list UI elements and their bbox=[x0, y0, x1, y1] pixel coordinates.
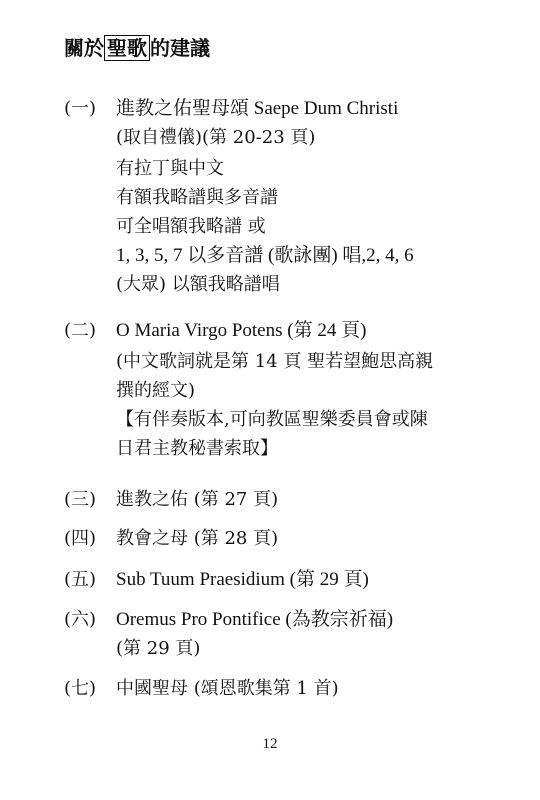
item-line: O Maria Virgo Potens (第 24 頁) bbox=[116, 320, 367, 341]
item-line: 【有伴奏版本,可向教區聖樂委員會或陳 bbox=[116, 409, 428, 430]
title-boxed-word: 聖歌 bbox=[104, 35, 150, 61]
item-line: 1, 3, 5, 7 以多音譜 (歌詠團) 唱,2, 4, 6 bbox=[116, 245, 414, 266]
title-suffix: 的建議 bbox=[150, 36, 210, 60]
title-prefix: 關於 bbox=[64, 36, 104, 60]
page-number: 12 bbox=[262, 736, 278, 752]
item-line: Oremus Pro Pontifice (為教宗祈福) bbox=[116, 609, 394, 630]
item-number: (三) bbox=[64, 489, 97, 510]
item-line: (取自禮儀)(第 20-23 頁) bbox=[116, 127, 316, 148]
item-line: 有額我略譜與多音譜 bbox=[116, 187, 278, 208]
item-number: (一) bbox=[64, 98, 97, 119]
item-number: (四) bbox=[64, 528, 97, 549]
item-line: 進教之佑聖母頌 Saepe Dum Christi bbox=[116, 98, 399, 119]
item-line: 教會之母 (第 28 頁) bbox=[116, 528, 279, 549]
item-line: 可全唱額我略譜 或 bbox=[116, 216, 266, 237]
item-line: (中文歌詞就是第 14 頁 聖若望鮑思高親 bbox=[116, 351, 434, 372]
item-line: 進教之佑 (第 27 頁) bbox=[116, 489, 279, 510]
item-line: 有拉丁與中文 bbox=[116, 158, 224, 179]
item-number: (六) bbox=[64, 609, 97, 630]
item-line: 撰的經文) bbox=[116, 380, 196, 401]
item-line: (大眾) 以額我略譜唱 bbox=[116, 274, 280, 295]
item-number: (二) bbox=[64, 320, 97, 341]
item-line: 日君主教秘書索取】 bbox=[116, 438, 278, 459]
page-title bbox=[64, 34, 210, 62]
item-line: 中國聖母 (頌恩歌集第 1 首) bbox=[116, 678, 339, 699]
item-number: (七) bbox=[64, 678, 97, 699]
item-line: (第 29 頁) bbox=[116, 638, 201, 659]
item-number: (五) bbox=[64, 569, 97, 590]
item-line: Sub Tuum Praesidium (第 29 頁) bbox=[116, 569, 369, 590]
